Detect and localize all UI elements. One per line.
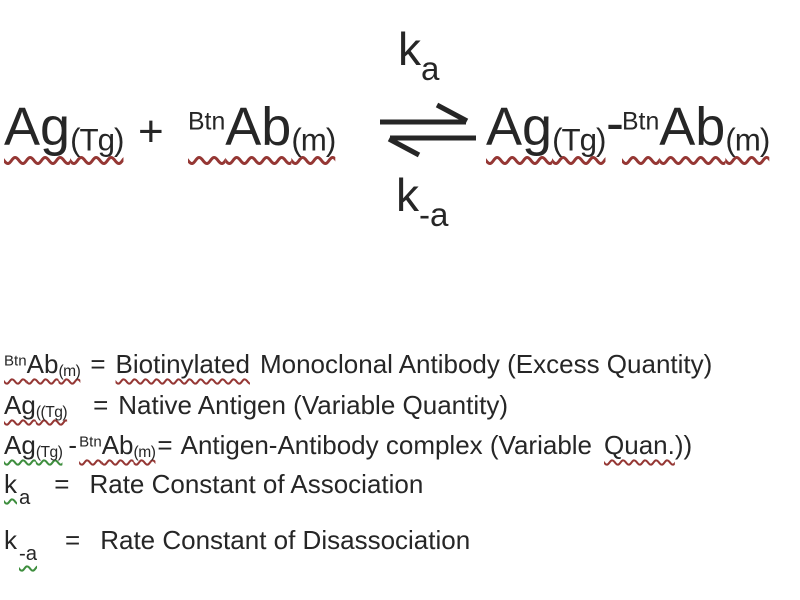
legend-kminusa-symbol: k	[4, 525, 17, 555]
legend-line-antigen-definition	[4, 389, 508, 423]
legend-complex-antibody-subscript: (m)	[133, 444, 156, 462]
legend-antibody-biotin-superscript: Btn	[4, 352, 27, 370]
product-antigen-subscript: (Tg)	[552, 122, 606, 158]
legend-antigen-subscript: ((Tg)	[35, 404, 68, 422]
legend-line-disassociation-rate	[4, 524, 471, 566]
product-antigen-symbol: Ag	[486, 97, 553, 157]
equilibrium-arrows-icon	[378, 102, 478, 158]
rate-constant-forward-label	[398, 23, 440, 88]
reactant-antibody-subscript: (m)	[291, 122, 336, 158]
legend-complex-antigen-subscript: (Tg)	[35, 444, 63, 462]
legend-kminusa-subscript: -a	[19, 543, 38, 566]
legend-complex-antigen-term	[4, 430, 62, 460]
product-antibody-subscript: (m)	[725, 122, 770, 158]
equals-sign: =	[157, 430, 173, 460]
legend-line-complex-definition	[4, 429, 692, 463]
product-antibody-biotin-superscript: Btn	[622, 108, 660, 136]
legend-complex-tail-parens: ))	[674, 430, 693, 460]
legend-line-association-rate	[4, 468, 424, 510]
equals-sign: =	[65, 525, 81, 555]
legend-association-description: Rate Constant of Association	[89, 469, 424, 499]
legend-quan-word: Quan.	[604, 430, 675, 460]
product-antigen-term	[486, 97, 606, 158]
rate-reverse-k: k	[396, 169, 419, 221]
rate-reverse-subscript: -a	[419, 196, 449, 234]
legend-disassociation-description: Rate Constant of Disassociation	[100, 525, 471, 555]
legend-complex-antibody-symbol: Ab	[101, 430, 134, 460]
rate-forward-subscript: a	[421, 50, 440, 88]
product-antibody-term	[622, 97, 770, 158]
equals-sign: =	[93, 390, 109, 420]
legend-biotinylated-word: Biotinylated	[115, 349, 250, 379]
legend-complex-antibody-term	[79, 430, 155, 460]
legend-complex-antigen-symbol: Ag	[4, 430, 36, 460]
legend-ka-symbol: k	[4, 469, 17, 499]
rate-constant-reverse-label	[396, 169, 449, 234]
bond-dash: -	[606, 93, 624, 153]
legend-antigen-symbol: Ag	[4, 390, 36, 420]
legend-antibody-symbol: Ab	[26, 349, 59, 379]
reactant-antigen-term	[4, 97, 124, 158]
legend-line-antibody-definition	[4, 348, 712, 382]
legend-complex-description: Antigen-Antibody complex (Variable	[180, 430, 593, 460]
reactant-antibody-term	[188, 97, 336, 158]
legend-antigen-term	[4, 390, 67, 420]
legend-antibody-term	[4, 349, 80, 379]
reactant-antibody-biotin-superscript: Btn	[188, 108, 226, 136]
rate-forward-k: k	[398, 23, 421, 75]
reactant-antigen-subscript: (Tg)	[70, 122, 124, 158]
legend-antibody-description: Monoclonal Antibody (Excess Quantity)	[259, 349, 713, 379]
plus-sign: +	[138, 107, 164, 156]
legend-complex-antibody-biotin-superscript: Btn	[79, 433, 102, 451]
legend-ka-subscript: a	[19, 487, 31, 510]
product-antibody-symbol: Ab	[659, 97, 726, 157]
legend-complex-dash: -	[68, 430, 78, 460]
equals-sign: =	[54, 469, 70, 499]
reactant-antibody-symbol: Ab	[225, 97, 292, 157]
equals-sign: =	[90, 349, 106, 379]
reactant-antigen-symbol: Ag	[4, 97, 71, 157]
legend-antibody-subscript: (m)	[58, 363, 81, 381]
legend-antigen-description: Native Antigen (Variable Quantity)	[118, 390, 509, 420]
